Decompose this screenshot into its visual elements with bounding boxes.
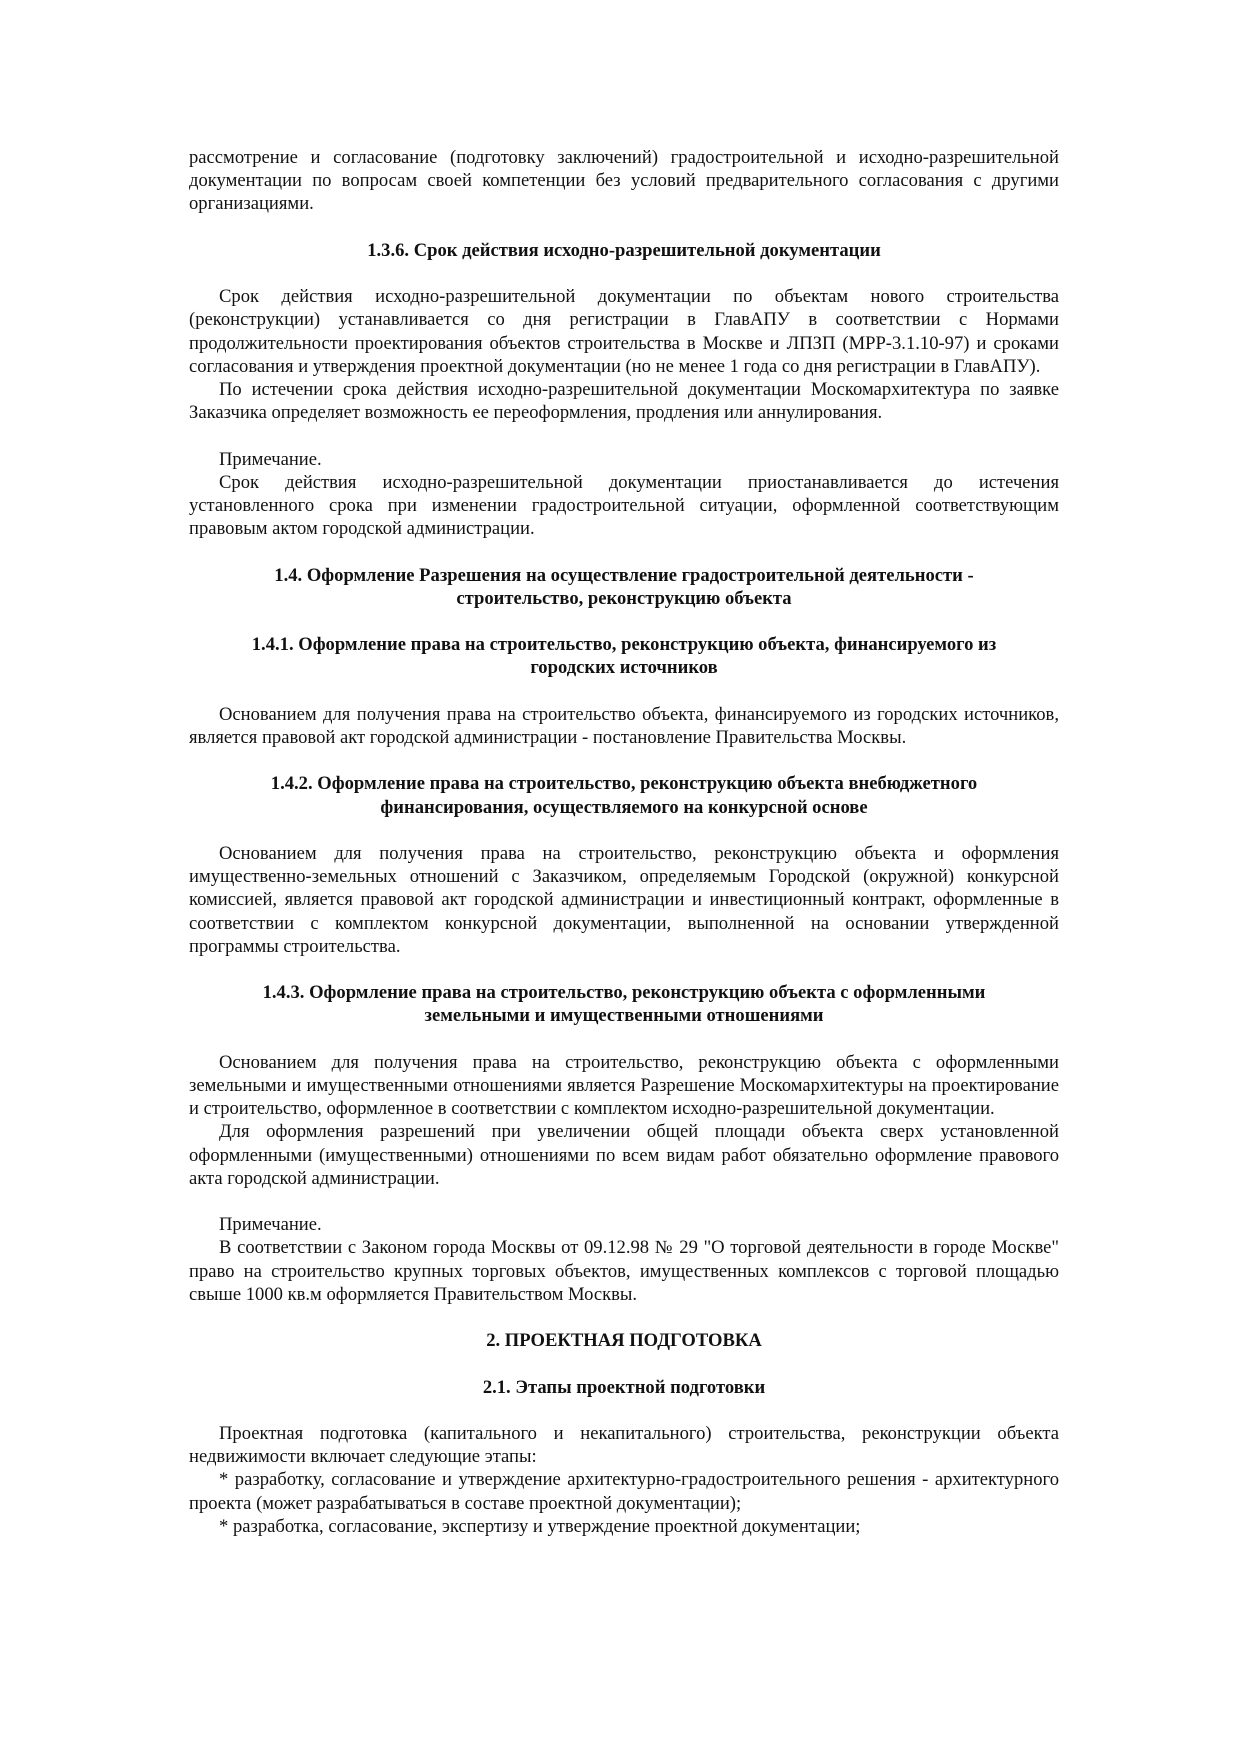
heading-1-4-2: 1.4.2. Оформление права на строительство, реконструкцию объекта внебюджетного финансирования, осуществляемого на конкурсной основе (270, 773, 978, 818)
spacer (189, 958, 1059, 981)
heading-1-4: 1.4. Оформление Разрешения на осуществление градостроительной деятельности - строительство, реконструкцию объекта (274, 564, 974, 609)
spacer (189, 424, 1059, 447)
spacer (189, 1028, 1059, 1051)
spacer (189, 1399, 1059, 1422)
spacer (189, 262, 1059, 285)
note-text: Срок действия исходно-разрешительной документации приостанавливается до истечения установленного срока при изменении градостроительной ситуации, оформленной соответствующим правовым актом городской администрации. (189, 471, 1059, 540)
note-label: Примечание. (219, 448, 322, 470)
paragraph-1-4-1: Основанием для получения права на строительство объекта, финансируемого из городских источников, является правовой акт городской администрации - постановление Правительства Москвы. (189, 703, 1059, 748)
list-item: * разработка, согласование, экспертизу и утверждение проектной документации; (219, 1515, 861, 1537)
heading-2-1: 2.1. Этапы проектной подготовки (482, 1376, 766, 1398)
paragraph-1-4-2: Основанием для получения права на строительство, реконструкцию объекта и оформления имущественно-земельных отношений с Заказчиком, определяемым Городской (окружной) конкурсной комиссией, является правовой акт городской администрации и инвестиционный контракт, оформленные в соответствии с комплектом конкурсной документации, выполненной на основании утвержденной программы строительства. (189, 842, 1059, 957)
heading-2: 2. ПРОЕКТНАЯ ПОДГОТОВКА (486, 1330, 762, 1352)
note-label: Примечание. (219, 1214, 322, 1236)
paragraph-1-4-3-basis: Основанием для получения права на строительство, реконструкцию объекта с оформленными земельными и имущественными отношениями является Разрешение Москомархитектуры на проектирование и строительство, оформленное в соответствии с комплектом исходно-разрешительной документации. (189, 1051, 1059, 1120)
paragraph-1-4-3-area: Для оформления разрешений при увеличении общей площади объекта сверх установленной оформленными (имущественными) отношениями по всем видам работ обязательно оформление правового акта городской администрации. (189, 1121, 1059, 1189)
paragraph-continuation: рассмотрение и согласование (подготовку заключений) градостроительной и исходно-разрешительной документации по вопросам своей компетенции без условий предварительного согласования с другими организациями. (189, 147, 1059, 215)
spacer (189, 1352, 1059, 1375)
paragraph-2-1: Проектная подготовка (капитального и некапитального) строительства, реконструкции объекта недвижимости включает следующие этапы: (189, 1422, 1059, 1468)
spacer (189, 819, 1059, 842)
spacer (189, 610, 1059, 633)
spacer (189, 1306, 1059, 1329)
paragraph-1-3-6-validity: Срок действия исходно-разрешительной документации по объектам нового строительства (реконструкции) устанавливается со дня регистрации в ГлавАПУ в соответствии с Нормами продолжительности проектирования объектов строительства в Москве и ЛПЗП (МРР-3.1.10-97) и сроками согласования и утверждения проектной документации (но не менее 1 года со дня регистрации в ГлавАПУ). (189, 286, 1059, 377)
note-text: В соответствии с Законом города Москвы от 09.12.98 № 29 "О торговой деятельности в городе Москве" право на строительство крупных торговых объектов, имущественных комплексов с торговой площадью свыше 1000 кв.м оформляется Правительством Москвы. (189, 1237, 1059, 1305)
spacer (189, 680, 1059, 703)
heading-1-4-3: 1.4.3. Оформление права на строительство, реконструкцию объекта с оформленными земельными и имущественными отношениями (262, 982, 986, 1027)
document-page (189, 146, 1059, 1538)
heading-1-4-1: 1.4.1. Оформление права на строительство, реконструкцию объекта, финансируемого из городских источников (251, 634, 997, 679)
spacer (189, 1190, 1059, 1213)
list-item: * разработку, согласование и утверждение архитектурно-градостроительного решения - архитектурного проекта (может разрабатываться в составе проектной документации); (189, 1469, 1059, 1514)
paragraph-1-3-6-expiry: По истечении срока действия исходно-разрешительной документации Москомархитектура по заявке Заказчика определяет возможность ее переоформления, продления или аннулирования. (189, 379, 1059, 424)
spacer (189, 749, 1059, 772)
spacer (189, 540, 1059, 563)
spacer (189, 216, 1059, 239)
heading-1-3-6: 1.3.6. Срок действия исходно-разрешительной документации (367, 239, 881, 261)
